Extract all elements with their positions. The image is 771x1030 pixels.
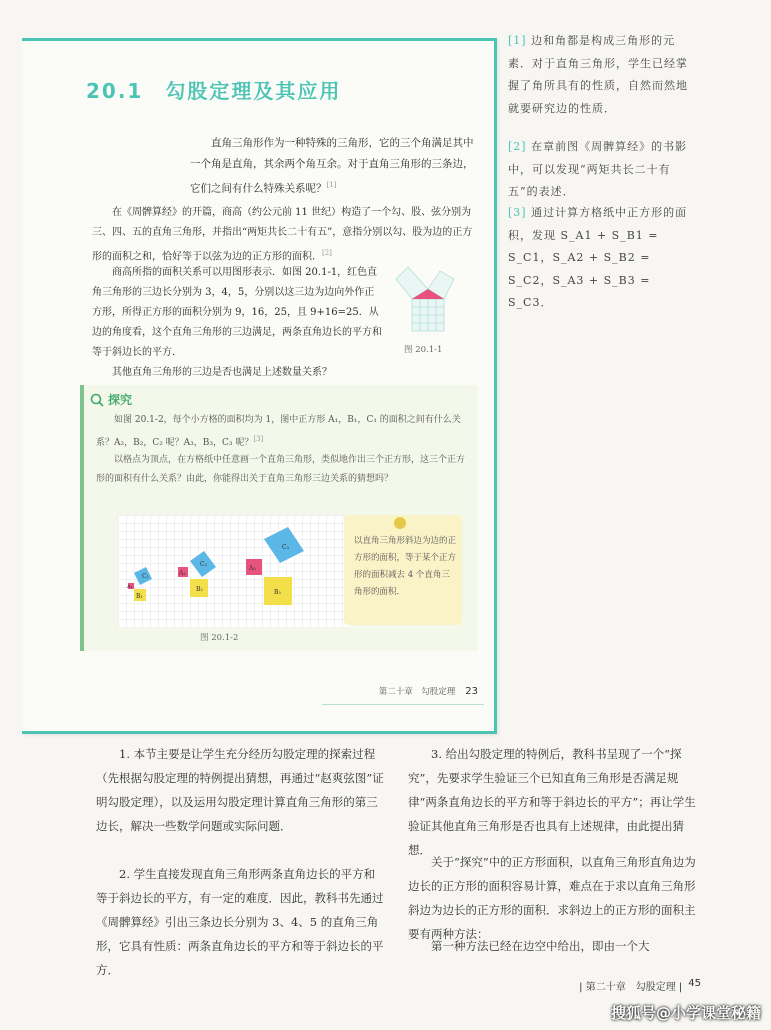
para-question: 其他直角三角形的三边是否也满足上述数量关系？ [112, 367, 332, 378]
label-a2: A₂ [179, 570, 186, 577]
outer-page-footer [579, 978, 701, 993]
intro-paragraph [190, 133, 480, 200]
watermark: 搜狐号@小学课堂秘籍 [610, 1004, 761, 1022]
magnifier-icon [90, 393, 104, 407]
section-title: 20.1 勾股定理及其应用 [86, 79, 342, 103]
inner-footer-rule [322, 704, 484, 705]
margin-note-3 [508, 202, 692, 315]
para-figure-relation: 商高所指的面积关系可以用图形表示．如图 20.1-1，红色直角三角形的三边长分别为 3，4，5，分别以这三边为边向外作正方形，所得正方形的面积分别为 9，16，25，且 9+16=25．从边的角度看，这个直角三角形的三边满足，两条直角边长的平方和等于斜边长的平方． [92, 267, 382, 358]
margin-note-3-label: [3] [508, 206, 527, 219]
outer-page-number: 45 [688, 978, 701, 989]
margin-note-2-label: [2] [508, 140, 527, 153]
figure-20-1-1-caption: 图 20.1-1 [404, 345, 443, 355]
margin-note-3-text: 通过计算方格纸中正方形的面积，发现 S_A1 + S_B1 = S_C1，S_A2 + S_B2 = S_C2，S_A3 + S_B3 = S_C3． [508, 206, 688, 309]
guide-point-3: 3. 给出勾股定理的特例后，教科书呈现了一个“探究”，先要求学生验证三个已知直角三角形是否满足规律“两条直角边长的平方和等于斜边长的平方”；再让学生验证其他直角三角形是否也具有上述规律，由此提出猜想． [408, 747, 696, 857]
label-a3: A₃ [249, 565, 256, 572]
guide-point-4: 关于“探究”中的正方形面积，以直角三角形直角边为边长的正方形的面积容易计算，难点在于求以直角三角形斜边为边长的正方形的面积．求斜边上的正方形的面积主要有两种方法： [408, 855, 696, 941]
para-zhoubi [92, 203, 478, 267]
inner-footer-chapter: 第二十章 勾股定理 [378, 687, 456, 697]
margin-note-1-text: 边和角都是构成三角形的元素．对于直角三角形，学生已经掌握了角所具有的性质，自然而然地就要研究边的性质． [508, 34, 688, 115]
margin-note-2-text: 在章前图《周髀算经》的书影中，可以发现“两矩共长二十有五”的表述． [508, 140, 688, 198]
label-a1: A₁ [127, 584, 133, 590]
explore-heading [90, 391, 132, 408]
intro-ref: [1] [326, 181, 337, 189]
label-b3: B₃ [274, 589, 281, 596]
explore-question-1 [96, 411, 470, 453]
explore-question-2: 以格点为顶点，在方格纸中任意画一个直角三角形，类似地作出三个正方形，这三个正方形的面积有什么关系？由此，你能得出关于直角三角形三边关系的猜想吗？ [96, 455, 466, 484]
outer-footer-chapter: | 第二十章 勾股定理 | [579, 982, 683, 993]
para-zhoubi-ref: [2] [322, 249, 332, 257]
guide-point-5: 第一种方法已经在边空中给出，即由一个大 [431, 939, 650, 953]
para-zhoubi-text: 在《周髀算经》的开篇，商高（约公元前 11 世纪）构造了一个勾、股、弦分别为三、四、五的直角三角形，并指出“两矩共长二十有五”，意指分别以勾、股为边的正方形的面积之和，恰好等于以弦为边的正方形的面积． [92, 207, 473, 263]
inner-page-footer [379, 685, 478, 697]
inner-page-number: 23 [465, 685, 478, 697]
label-c3: C₃ [282, 544, 289, 551]
margin-note-1 [508, 30, 692, 120]
hint-note [344, 515, 462, 625]
label-b2: B₂ [196, 586, 203, 593]
figure-20-1-2-caption: 图 20.1-2 [200, 633, 239, 643]
label-c2: C₂ [200, 561, 207, 568]
figure-20-1-2-grid [118, 515, 350, 627]
intro-text: 直角三角形作为一种特殊的三角形，它的三个角满足其中一个角是直角，其余两个角互余。对于直角三角形的三条边，它们之间有什么特殊关系呢？ [190, 137, 474, 195]
label-b1: B₁ [136, 593, 143, 600]
guide-point-2: 2. 学生直接发现直角三角形两条直角边长的平方和等于斜边长的平方，有一定的难度．因此，教科书先通过《周髀算经》引出三条边长分别为 3、4、5 的直角三角形，它具有性质：两条直角边长的平方和等于斜边长的平方． [96, 867, 384, 977]
margin-note-1-label: [1] [508, 34, 527, 47]
pin-icon [394, 517, 406, 529]
explore-title: 探究 [108, 393, 133, 407]
explore-question-1-ref: [3] [253, 435, 264, 443]
guide-point-1: 1. 本节主要是让学生充分经历勾股定理的探索过程（先根据勾股定理的特例提出猜想，再通过“赵爽弦图”证明勾股定理），以及运用勾股定理计算直角三角形的第三边长，解决一些数学问题或实际问题． [96, 747, 384, 833]
margin-note-2 [508, 136, 692, 204]
hint-note-text: 以直角三角形斜边为边的正方形的面积，等于某个正方形的面积减去 4 个直角三角形的面积． [354, 536, 457, 597]
figure-20-1-1 [394, 263, 462, 343]
label-c1: C₁ [142, 573, 149, 580]
textbook-page [22, 38, 497, 734]
explore-question-1-text: 如图 20.1-2，每个小方格的面积均为 1，图中正方形 A₁，B₁，C₁ 的面积之间有什么关系？A₂，B₂，C₂ 呢？A₃，B₃，C₃ 呢？ [96, 415, 461, 448]
